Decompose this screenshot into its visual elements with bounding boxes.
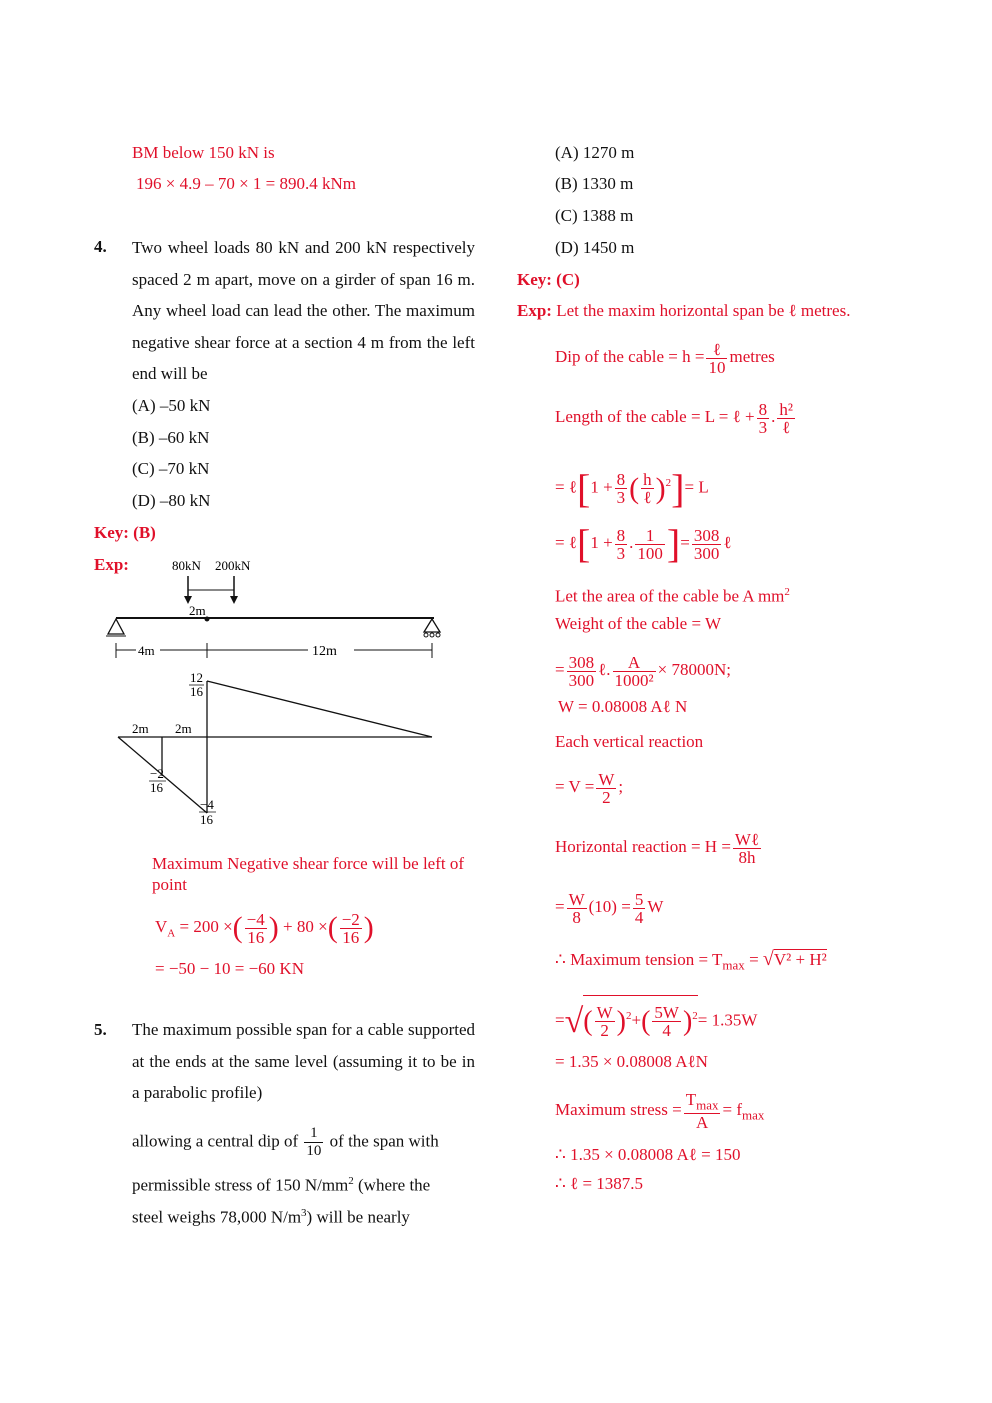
q5-option-d: (D) 1450 m: [555, 238, 635, 257]
va-f1-num: −4: [246, 909, 265, 929]
max-tension-eq-2: =√( $\frac{W}{2}$ )$^2$+( $\frac{5W}{4}$ )$^2$= 1.35W: [555, 995, 757, 1047]
q5-key: Key: (C): [517, 270, 580, 289]
ordinate-neg2-num: −2: [150, 766, 164, 781]
length-line-3: = ℓ[1 + $\frac{8}{3}$ . $\frac{1}{100}$ ]= $\frac{308}{300}$ ℓ: [555, 521, 732, 567]
bm-line-2: 196 × 4.9 – 70 × 1 = 890.4 kNm: [136, 174, 357, 193]
dip-equation: Dip of the cable = h = $\frac{\text{ℓ}}{10}$ metres: [555, 339, 775, 377]
left-support-icon: [108, 619, 124, 634]
seg-2m-left: 2m: [132, 721, 149, 736]
weight-equation: = $\frac{308}{300}$ ℓ. $\frac{A}{\text{1000²}}$ × 78000N;: [555, 652, 731, 690]
shear-influence-diagram: [100, 550, 450, 835]
q4-option-c: (C) –70 kN: [132, 459, 210, 478]
ordinate-pos-num: 12: [190, 670, 203, 685]
q4-option-d: (D) –80 kN: [132, 491, 211, 510]
q5-option-a: (A) 1270 m: [555, 143, 635, 162]
influence-positive-line: [207, 681, 432, 737]
section-point: [205, 617, 210, 622]
load-200kn-label: 200kN: [215, 558, 251, 573]
q5-exp-line: [517, 300, 850, 322]
q5-option-c: (C) 1388 m: [555, 206, 634, 225]
bm-line-1: BM below 150 kN is: [132, 143, 275, 162]
ordinate-pos-den: 16: [190, 684, 203, 699]
area-text: Let the area of the cable be A $mm^2$: [555, 586, 790, 606]
q5-exp-text: Let the maxim horizontal span be ℓ metres.: [551, 301, 851, 320]
question-4-number: 4.: [94, 237, 107, 256]
load-80kn-label: 80kN: [172, 558, 201, 573]
right-roller-2: [430, 633, 434, 637]
vertical-reaction-text: Each vertical reaction: [555, 732, 704, 751]
question-5-text-4: steel weighs 78,000 $N/m^3$) will be nearly: [132, 1207, 410, 1227]
ordinate-neg2-den: 16: [150, 780, 163, 795]
seg-2m-right: 2m: [175, 721, 192, 736]
question-5-text-2: allowing a central dip of $\frac{1}{10}$ of the span with: [132, 1125, 439, 1159]
va-eq2: + 80 ×: [278, 917, 328, 936]
max-neg-shear-text: Maximum Negative shear force will be left of point: [152, 854, 465, 894]
dim-12m-label: 12m: [312, 644, 337, 659]
q5-option-b: (B) 1330 m: [555, 174, 634, 193]
right-roller-3: [436, 633, 440, 637]
va-f1-den: 16: [247, 927, 265, 947]
question-5-text-3: permissible stress of 150 $N/mm^2$ (where the: [132, 1175, 431, 1195]
weight-result: W = 0.08008 Aℓ N: [558, 697, 688, 716]
length-line-2: = ℓ[1 + $\frac{8}{3}$ ( $\frac{h}{\text{ℓ}}$ )$^2$]= L: [555, 465, 709, 511]
max-tension-eq: ∴ Maximum tension = $T_{max} = √V^2 + H^2$: [555, 948, 827, 973]
va-sub: A: [167, 927, 176, 940]
question-4-text: Two wheel loads 80 kN and 200 kN respectively spaced 2 m apart, move on a girder of span 16 m. Any wheel load can lead the other. The maximum negative shear force at a section 4 m from the left end will be: [132, 238, 475, 384]
max-tension-result: = 1.35 × 0.08008 AℓN: [555, 1052, 708, 1071]
ordinate-neg4-den: 16: [200, 812, 213, 827]
q4-key: Key: (B): [94, 523, 156, 542]
q4-exp-label: Exp:: [94, 555, 129, 574]
va-f2-den: 16: [342, 927, 360, 947]
q4-option-b: (B) –60 kN: [132, 428, 210, 447]
max-stress-eq: Maximum stress = $\frac{T_{max}}{A}$ = $f_{max}$: [555, 1089, 765, 1133]
weight-text: Weight of the cable = W: [555, 614, 722, 633]
va-label: V: [155, 917, 168, 936]
right-support-icon: [424, 619, 440, 632]
va-eq1: = 200 ×: [175, 917, 233, 936]
final-eq-1: ∴ 1.35 × 0.08008 Aℓ = 150: [555, 1145, 741, 1164]
q5-exp-label: Exp:: [517, 301, 552, 320]
dim-4m-label: 4m: [138, 643, 155, 658]
load-200kn-arrowhead: [230, 596, 238, 604]
length-equation: Length of the cable = L = ℓ + $\frac{8}{3}$ . $\frac{\text{h²}}{\text{ℓ}}$: [555, 399, 793, 437]
horizontal-reaction-eq: Horizontal reaction = H = $\frac{\text{Wℓ}}{8h}$: [555, 829, 760, 867]
final-eq-2: ∴ ℓ = 1387.5: [555, 1174, 644, 1193]
vertical-reaction-eq: = V = $\frac{W}{2}$ ;: [555, 769, 624, 807]
horizontal-reaction-eq-2: = $\frac{W}{8}$ (10) = $\frac{5}{4}$ W: [555, 889, 664, 927]
load-spacing-label: 2m: [189, 603, 206, 618]
q5-frac-num: 1: [304, 1125, 323, 1143]
question-5-number: 5.: [94, 1020, 107, 1039]
right-roller-1: [424, 633, 428, 637]
va-equation: $V_A = 200$ ×( $\frac{-4}{16}$ ) + 80 ×( $\frac{-2}{16}$ ): [155, 909, 374, 947]
ordinate-neg4-num: −4: [200, 797, 214, 812]
va-result: = −50 − 10 = −60 KN: [155, 959, 304, 978]
q4-option-a: (A) –50 kN: [132, 396, 211, 415]
va-f2-num: −2: [341, 909, 360, 929]
q5-frac-den: 10: [306, 1143, 322, 1159]
question-5-text-1: The maximum possible span for a cable supported at the ends at the same level (assuming it to be in a parabolic profile): [132, 1020, 475, 1103]
